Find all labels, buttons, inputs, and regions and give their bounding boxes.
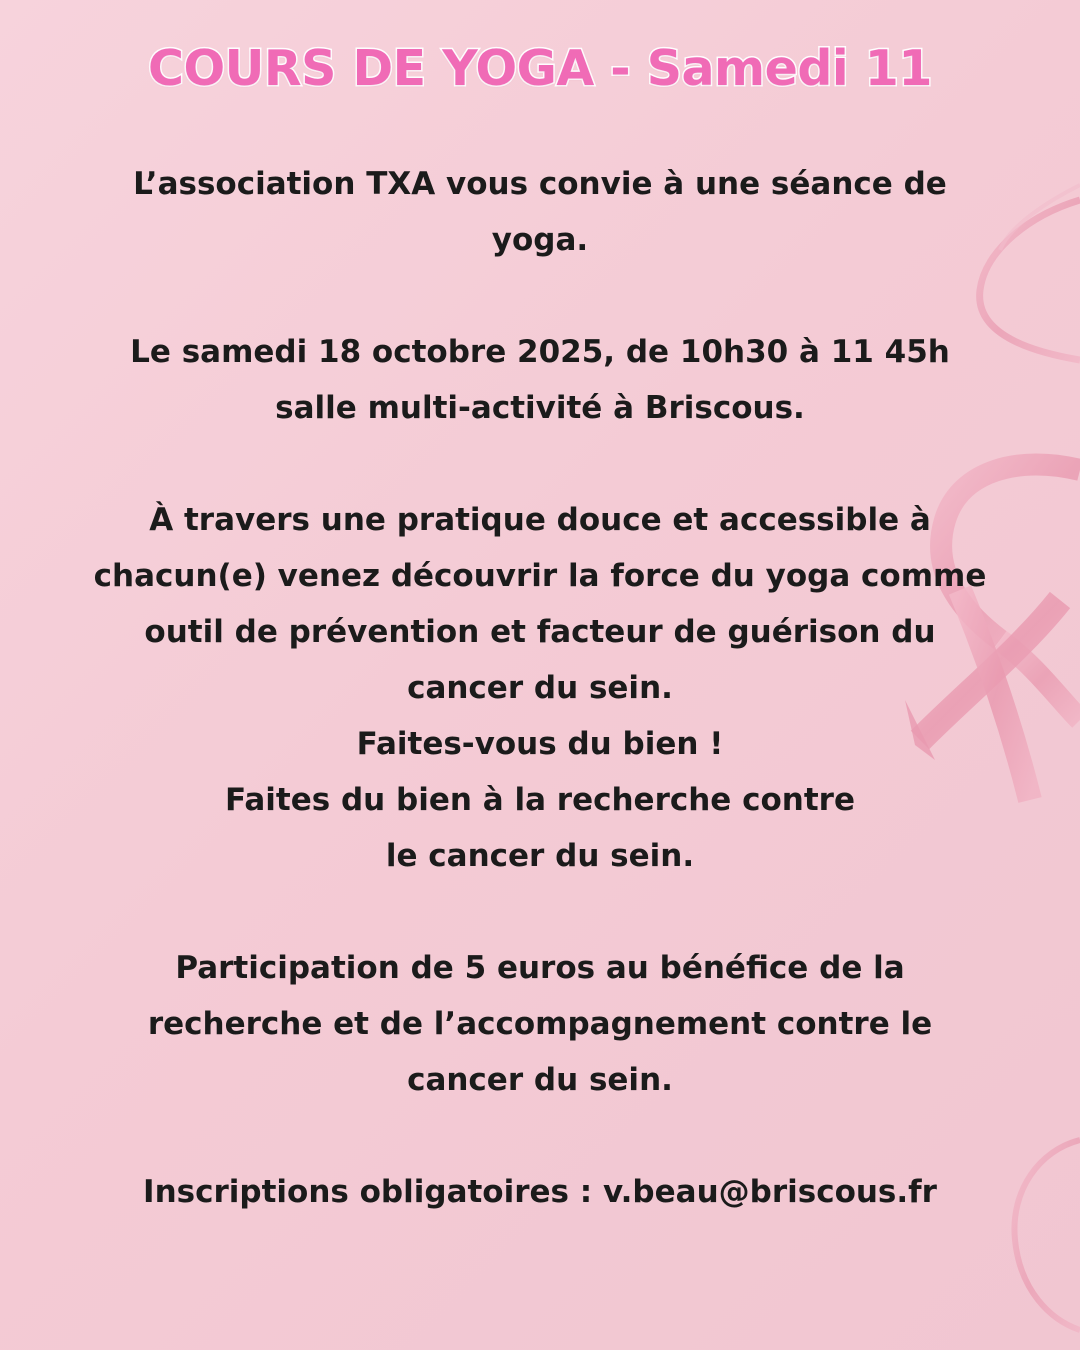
page-title: COURS DE YOGA - Samedi 11 — [148, 40, 932, 97]
spacer — [0, 268, 1080, 324]
body-line-2: chacun(e) venez découvrir la force du yoga comme — [93, 558, 987, 594]
spacer — [0, 1108, 1080, 1164]
body-line-3: outil de prévention et facteur de guérison du — [144, 614, 936, 650]
invite-line-2: yoga. — [491, 222, 589, 258]
event-description — [0, 156, 1080, 1220]
date-line-2: salle multi-activité à Briscous. — [275, 390, 805, 426]
body-line-5: Faites-vous du bien ! — [356, 726, 724, 762]
invite-line-1: L’association TXA vous convie à une séance de — [133, 166, 947, 202]
spacer — [0, 884, 1080, 940]
body-line-7: le cancer du sein. — [385, 838, 695, 874]
date-line-1: Le samedi 18 octobre 2025, de 10h30 à 11 45h — [130, 334, 950, 370]
body-line-6: Faites du bien à la recherche contre — [224, 782, 855, 818]
price-line-3: cancer du sein. — [407, 1062, 673, 1098]
body-line-4: cancer du sein. — [407, 670, 673, 706]
spacer — [0, 436, 1080, 492]
price-line-1: Participation de 5 euros au bénéfice de la — [175, 950, 905, 986]
registration-contact: Inscriptions obligatoires : v.beau@briscous.fr — [143, 1174, 937, 1210]
body-line-1: À travers une pratique douce et accessible à — [149, 502, 931, 538]
price-line-2: recherche et de l’accompagnement contre le — [147, 1006, 933, 1042]
